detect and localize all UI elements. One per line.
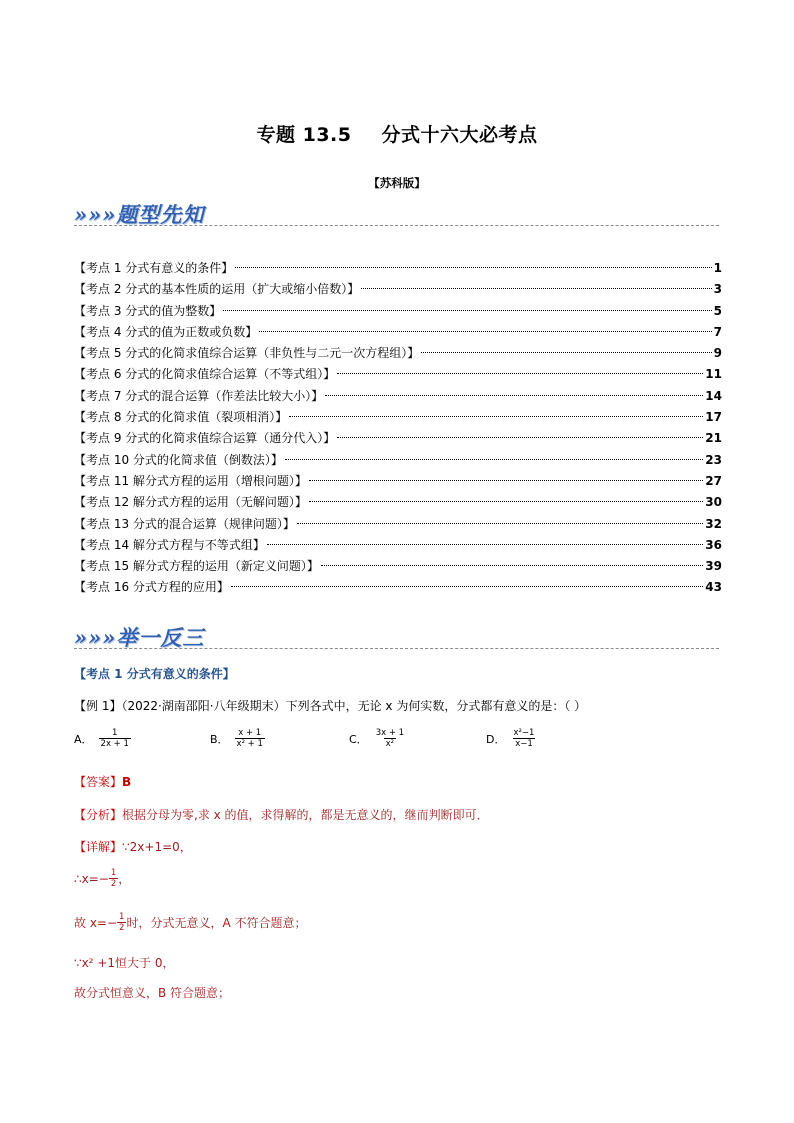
toc-entry-label: 【考点 7 分式的混合运算（作差法比较大小）】 — [74, 388, 324, 403]
option-b: B． $\frac{x + 1}{\text{x² + 1}}$ — [210, 728, 263, 749]
toc-entry-page: 21 — [705, 431, 722, 446]
analysis-text: 根据分母为零,求 x 的值，求得解的，都是无意义的，继而判断即可． — [122, 808, 489, 822]
fraction: $\frac{1}{2}$ — [119, 912, 125, 933]
toc-entry-label: 【考点 3 分式的值为整数】 — [74, 303, 222, 318]
toc-entry-label: 【考点 15 解分式方程的运用（新定义问题）】 — [74, 559, 319, 574]
toc-entry[interactable] — [74, 535, 722, 556]
fraction: $\frac{\text{x²−1}}{x-1}$ — [513, 728, 535, 749]
toc-entry[interactable] — [74, 428, 722, 449]
toc-entry-page: 17 — [705, 410, 722, 425]
banner-toc-text: »»»题型先知 — [74, 202, 205, 227]
toc-entry-label: 【考点 14 解分式方程与不等式组】 — [74, 537, 265, 552]
toc-entry-page: 11 — [705, 367, 722, 382]
toc-leader-dots — [337, 373, 703, 374]
example-text: （2022·湖南邵阳·八年级期末）下列各式中，无论 x 为何实数，分式都有意义的是：（ ） — [121, 699, 587, 713]
toc-leader-dots — [289, 416, 703, 417]
toc-leader-dots — [267, 544, 703, 545]
banner-toc — [74, 198, 719, 228]
toc-entry-label: 【考点 9 分式的化简求值综合运算（通分代入）】 — [74, 431, 336, 446]
page-title — [0, 120, 794, 147]
edition-label: 【苏科版】 — [368, 176, 426, 190]
banner-divider — [74, 225, 719, 226]
table-of-contents — [74, 258, 722, 599]
answer-options — [0, 728, 794, 762]
fraction: $\frac{1}{2x + 1}$ — [100, 728, 129, 749]
toc-entry-label: 【考点 6 分式的化简求值综合运算（不等式组）】 — [74, 367, 336, 382]
banner-examples-text: »»»举一反三 — [74, 625, 205, 650]
toc-leader-dots — [321, 565, 703, 566]
analysis-label: 【分析】 — [74, 808, 123, 822]
toc-entry[interactable] — [74, 514, 722, 535]
toc-entry-label: 【考点 13 分式的混合运算（规律问题）】 — [74, 516, 295, 531]
toc-entry-page: 9 — [713, 346, 722, 361]
toc-entry[interactable] — [74, 471, 722, 492]
toc-leader-dots — [259, 331, 711, 332]
banner-divider — [74, 648, 719, 649]
toc-entry-page: 32 — [705, 516, 722, 531]
toc-entry-page: 23 — [705, 452, 722, 467]
toc-entry[interactable] — [74, 279, 722, 300]
detail-line-4: ∵x² +1恒大于 0， — [74, 956, 175, 970]
toc-entry[interactable] — [74, 343, 722, 364]
toc-entry[interactable] — [74, 556, 722, 577]
toc-entry[interactable] — [74, 492, 722, 513]
detail-line-3: 故 x=− $\frac{1}{2}$ 时，分式无意义，A 不符合题意； — [74, 912, 307, 933]
toc-entry-label: 【考点 2 分式的基本性质的运用（扩大或缩小倍数）】 — [74, 282, 360, 297]
toc-entry-label: 【考点 12 解分式方程的运用（无解问题）】 — [74, 495, 307, 510]
detail-line-1: 【详解】∵2x+1=0， — [74, 840, 192, 854]
toc-entry[interactable] — [74, 322, 722, 343]
toc-entry-page: 1 — [713, 261, 722, 275]
option-d: D． $\frac{\text{x²−1}}{x-1}$ — [486, 728, 535, 749]
toc-entry[interactable] — [74, 301, 722, 322]
toc-entry-label: 【考点 11 解分式方程的运用（增根问题）】 — [74, 473, 307, 488]
detail-line-5: 故分式恒意义，B 符合题意； — [74, 986, 231, 1000]
toc-entry-page: 14 — [705, 388, 722, 403]
answer-line — [74, 773, 131, 790]
option-c: C． $\frac{3x + 1}{\text{x²}}$ — [349, 728, 405, 749]
toc-entry-label: 【考点 5 分式的化简求值综合运算（非负性与二元一次方程组）】 — [74, 346, 420, 361]
toc-entry-page: 43 — [705, 580, 722, 595]
toc-entry-page: 7 — [713, 324, 722, 339]
toc-entry-page: 27 — [705, 473, 722, 488]
toc-entry-page: 39 — [705, 559, 722, 574]
detail-line-2: ∴x=− $\frac{1}{2}$ ， — [74, 868, 131, 889]
toc-leader-dots — [235, 267, 711, 268]
section-heading: 【考点 1 分式有意义的条件】 — [74, 667, 235, 681]
toc-leader-dots — [309, 480, 703, 481]
option-a: A． $\frac{1}{2x + 1}$ — [74, 728, 129, 749]
toc-entry-page: 3 — [713, 282, 722, 297]
toc-entry[interactable] — [74, 407, 722, 428]
toc-entry-label: 【考点 1 分式有意义的条件】 — [74, 261, 234, 275]
fraction: $\frac{1}{2}$ — [110, 868, 117, 889]
toc-leader-dots — [231, 586, 703, 587]
answer-label: 【答案】 — [74, 775, 123, 789]
fraction: $\frac{3x + 1}{\text{x²}}$ — [375, 728, 405, 749]
fraction: $\frac{x + 1}{\text{x² + 1}}$ — [236, 728, 263, 749]
toc-leader-dots — [337, 437, 703, 438]
toc-entry[interactable] — [74, 450, 722, 471]
toc-leader-dots — [285, 459, 703, 460]
example-question — [74, 697, 724, 715]
toc-leader-dots — [421, 352, 711, 353]
toc-entry-page: 36 — [705, 537, 722, 552]
toc-entry-label: 【考点 4 分式的值为正数或负数】 — [74, 324, 258, 339]
toc-entry-label: 【考点 10 分式的化简求值（倒数法）】 — [74, 452, 283, 467]
answer-value: B — [122, 775, 132, 789]
analysis-line — [74, 806, 489, 823]
toc-entry-page: 5 — [713, 303, 722, 318]
banner-examples — [74, 621, 719, 651]
toc-entry-label: 【考点 8 分式的化简求值（裂项相消）】 — [74, 410, 288, 425]
toc-entry[interactable] — [74, 386, 722, 407]
example-label: 【例 1】 — [74, 699, 122, 713]
toc-entry[interactable] — [74, 364, 722, 385]
detail-label: 【详解】 — [74, 840, 123, 854]
toc-leader-dots — [325, 395, 703, 396]
toc-entry[interactable] — [74, 258, 722, 279]
toc-entry[interactable] — [74, 577, 722, 598]
title-sub: 分式十六大必考点 — [381, 124, 538, 146]
toc-entry-label: 【考点 16 分式方程的应用】 — [74, 580, 229, 595]
toc-leader-dots — [361, 288, 711, 289]
toc-leader-dots — [223, 310, 711, 311]
toc-leader-dots — [309, 501, 703, 502]
toc-entry-page: 30 — [705, 495, 722, 510]
toc-leader-dots — [297, 523, 703, 524]
title-main: 专题 13.5 — [256, 124, 352, 146]
